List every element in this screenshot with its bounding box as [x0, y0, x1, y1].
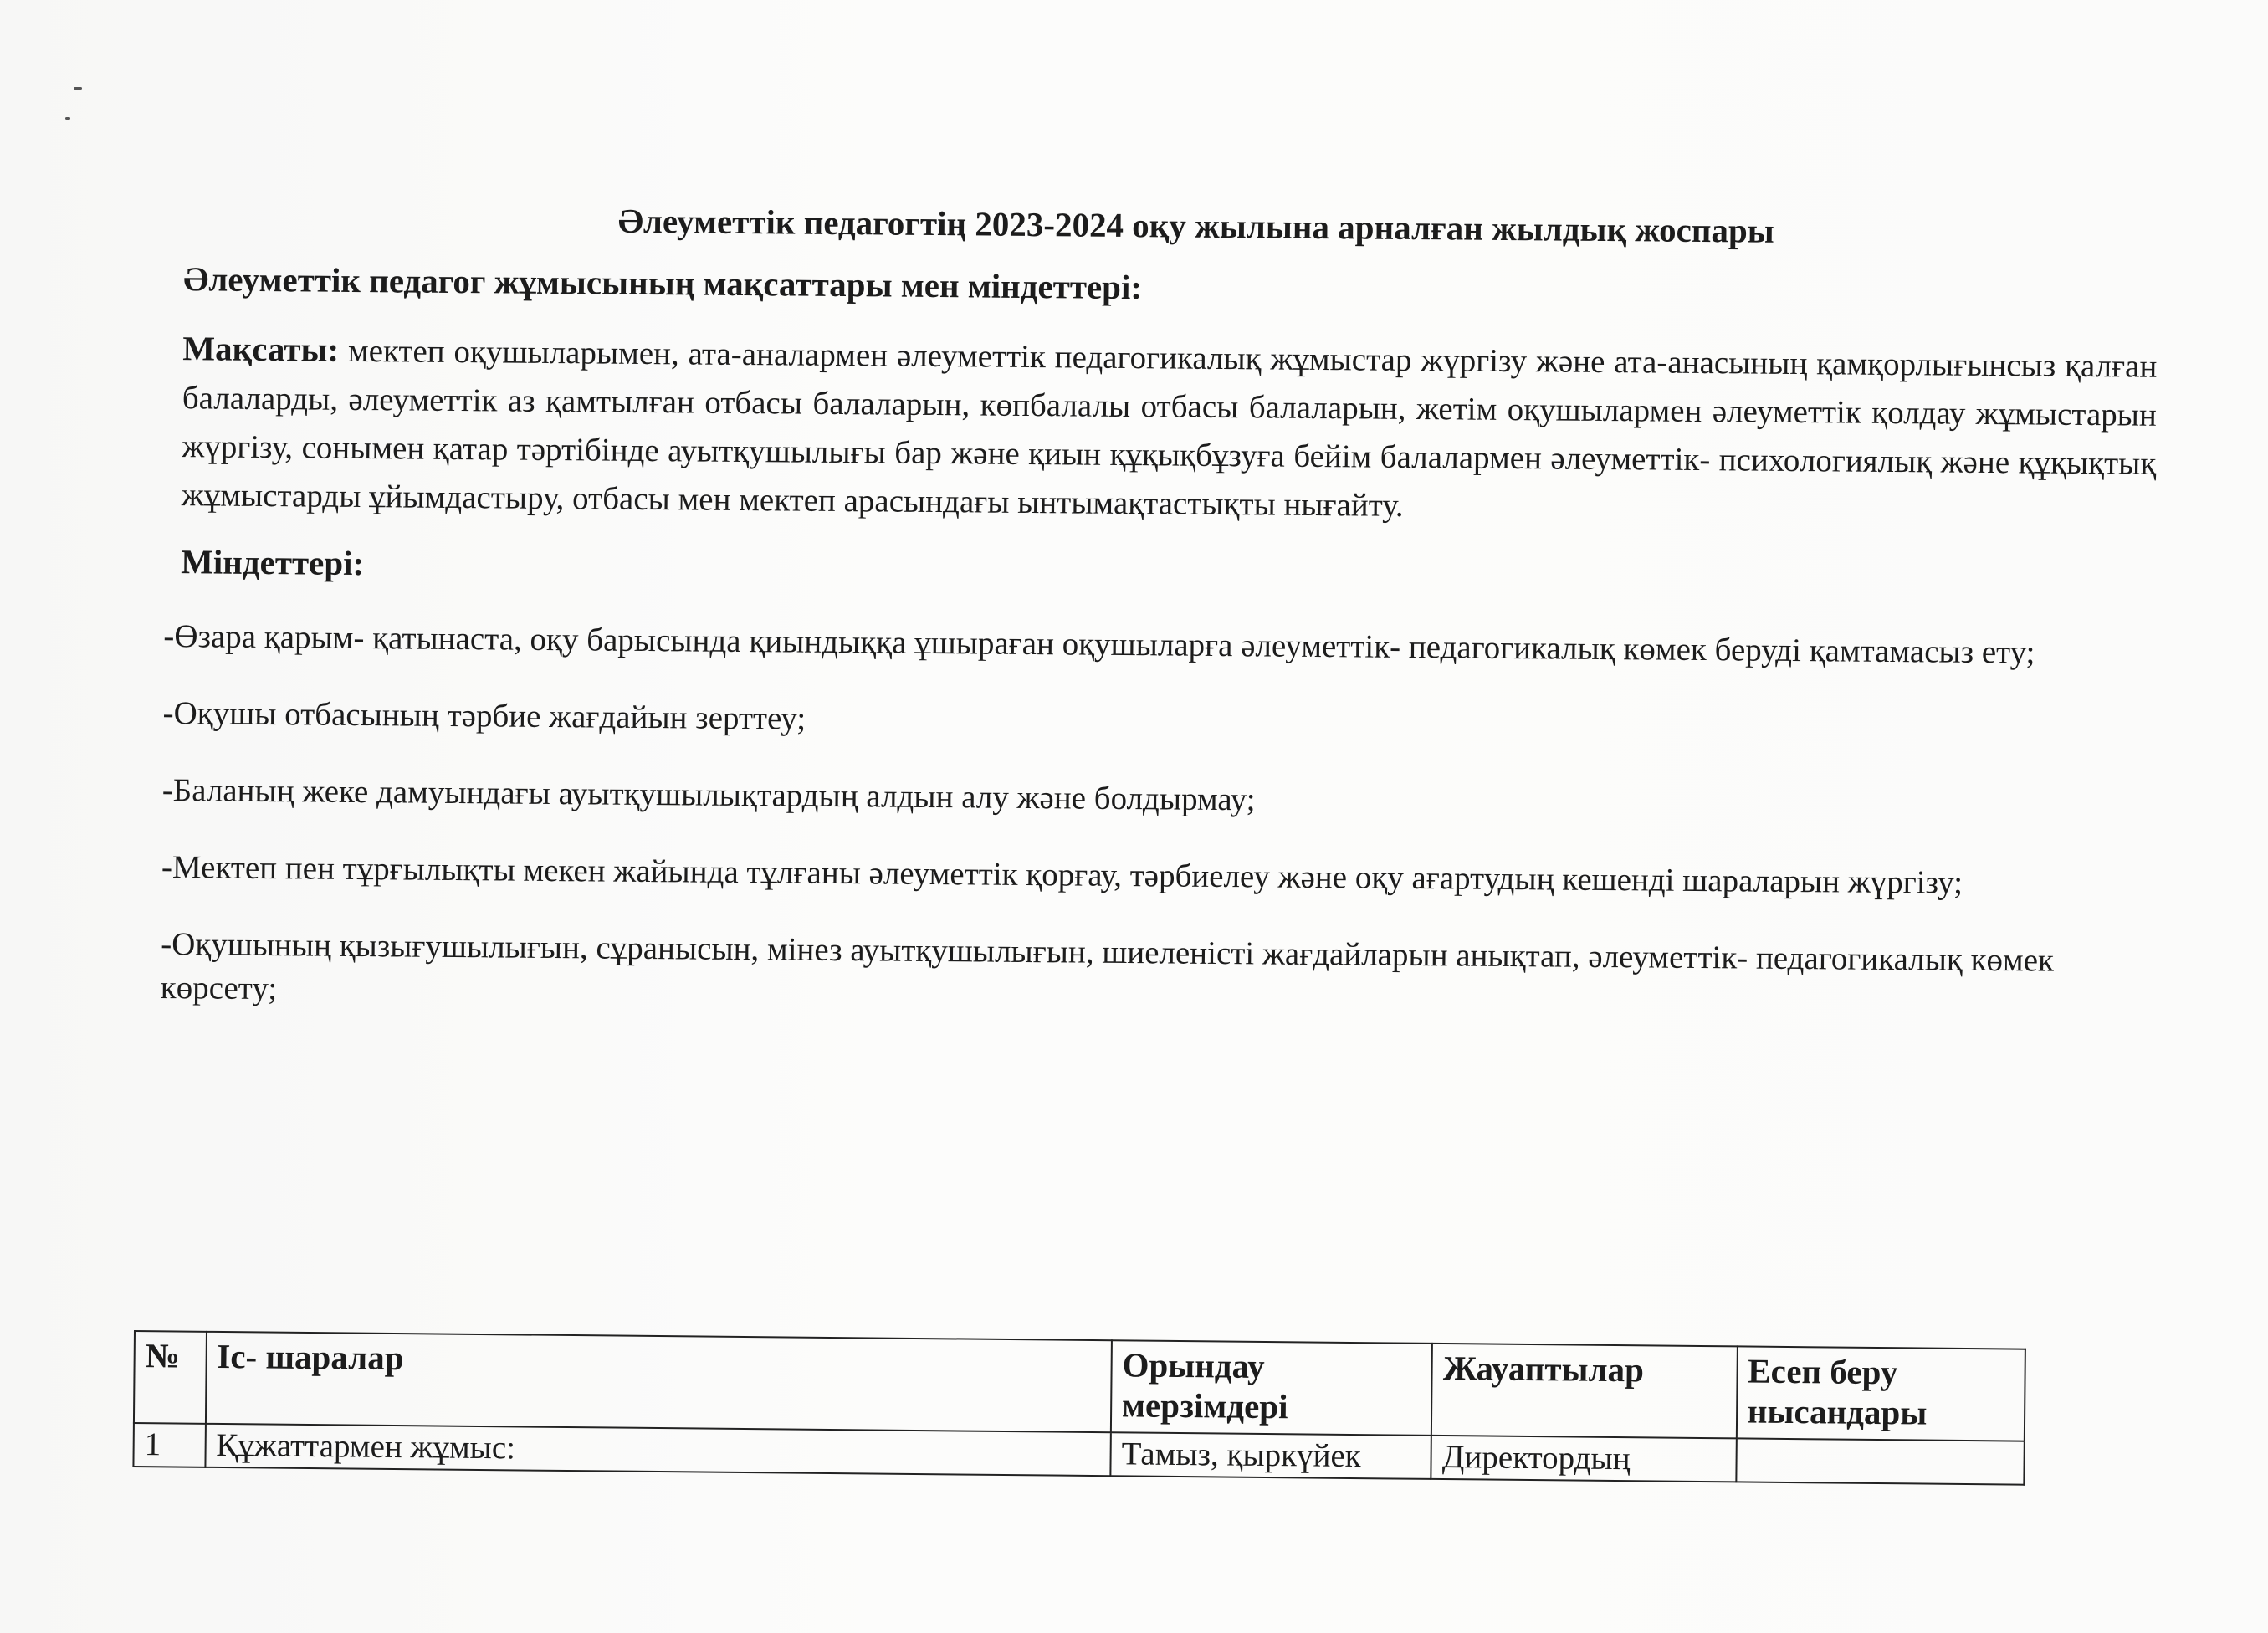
- scan-speck: [65, 117, 70, 120]
- document-body: [160, 197, 2158, 1061]
- task-item: -Өзара қарым- қатынаста, оқу барысында қиындыққа ұшыраған оқушыларға әлеуметтік- педагогикалық көмек беруді қамтамасыз ету;: [163, 617, 2035, 671]
- header-report-forms: Есеп беру нысандары: [1737, 1346, 2025, 1441]
- cell-number: 1: [133, 1423, 205, 1467]
- header-deadlines: Орындау мерзімдері: [1111, 1340, 1432, 1436]
- cell-responsible: Директордың: [1431, 1436, 1737, 1482]
- header-number: №: [134, 1331, 207, 1424]
- cell-report-form: [1736, 1438, 2025, 1484]
- task-item: -Оқушы отбасының тәрбие жағдайын зерттеу;: [162, 694, 806, 737]
- goal-paragraph: [182, 324, 2158, 537]
- task-item: -Мектеп пен тұрғылықты мекен жайында тұлғаны әлеуметтік қорғау, тәрбиелеу және оқу ағартудың кешенді шараларын жүргізу;: [161, 848, 1963, 901]
- document-subtitle: Әлеуметтік педагог жұмысының мақсаттары мен міндеттері:: [182, 259, 1143, 307]
- goal-label: Мақсаты:: [182, 329, 340, 369]
- header-activities: Іс- шаралар: [206, 1332, 1112, 1432]
- document-title: Әлеуметтік педагогтің 2023-2024 оқу жылына арналған жылдық жоспары: [617, 201, 1774, 250]
- tasks-label: Міндеттері:: [180, 542, 365, 583]
- plan-table: [132, 1330, 2025, 1486]
- scan-speck: [74, 87, 82, 90]
- table-header-row: [134, 1331, 2025, 1441]
- task-item: -Оқушының қызығушылығын, сұранысын, мінез ауытқушылығын, шиеленісті жағдайларын анықтап, әлеуметтік- педагогикалық көмек көрсету;: [160, 925, 2055, 1007]
- goal-text: мектеп оқушыларымен, ата-аналармен әлеуметтік педагогикалық жұмыстар жүргізу және ата-анасының қамқорлығынсыз қалған балаларды, әлеуметтік аз қамтылған отбасы балаларын, көпбалалы отбасы балаларын, жетім оқушылармен әлеуметтік қолдау жұмыстарын жүргізу, сонымен қатар тәртібінде ауытқушылығы бар және қиын құқықбұзуға бейім балалармен әлеуметтік- психологиялық және құқықтық жұмыстарды ұйымдастыру, отбасы мен мектеп арасындағы ынтымақтастықты нығайту.: [181, 332, 2158, 524]
- header-responsible: Жауаптылар: [1431, 1344, 1737, 1438]
- cell-activity: Құжаттармен жұмыс:: [205, 1424, 1111, 1476]
- task-item: -Баланың жеке дамуындағы ауытқушылықтардың алдын алу және болдырмау;: [161, 771, 1256, 818]
- cell-deadline: Тамыз, қыркүйек: [1110, 1432, 1431, 1479]
